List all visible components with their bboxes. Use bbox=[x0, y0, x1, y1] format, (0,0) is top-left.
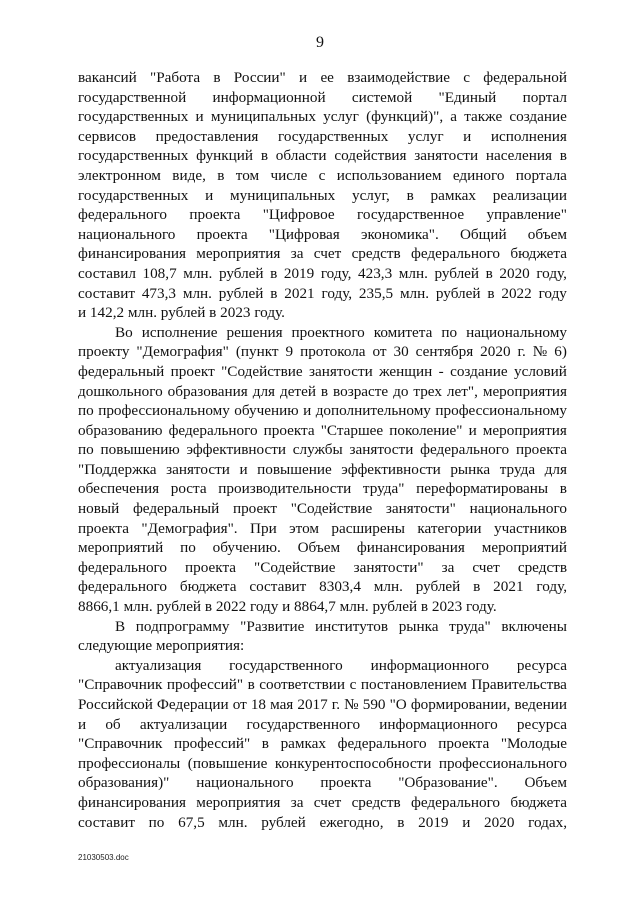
text-line: и об актуализации государственного информационного ресурса bbox=[78, 715, 567, 733]
text-line: новый федеральный проект "Содействие занятости" национального bbox=[78, 500, 567, 518]
text-line: финансирования мероприятия за счет средств федерального бюджета bbox=[78, 245, 567, 263]
paragraph bbox=[78, 323, 567, 617]
text-line: актуализация государственного информационного ресурса bbox=[115, 656, 567, 674]
text-line: государственных функций в области содействия занятости населения в bbox=[78, 147, 567, 165]
text-line: проекта "Демография". При этом расширены категории участников bbox=[78, 519, 567, 537]
text-line: обеспечения роста производительности труда" переформатированы в bbox=[78, 480, 567, 498]
page-number: 9 bbox=[316, 34, 324, 51]
text-line: "Справочник профессий" в рамках федерального проекта "Молодые bbox=[78, 735, 567, 753]
text-line: электронном виде, в том числе с использованием единого портала bbox=[78, 166, 567, 184]
text-line: образованию федерального проекта "Старшее поколение" и мероприятия bbox=[78, 421, 567, 439]
paragraph bbox=[78, 617, 567, 656]
text-line: Российской Федерации от 18 мая 2017 г. № 590 "О формировании, ведении bbox=[78, 696, 567, 713]
text-line: федерального проекта "Цифровое государственное управление" bbox=[78, 206, 567, 224]
text-line: "Поддержка занятости и повышение эффективности рынка труда для bbox=[78, 460, 567, 478]
text-line: Во исполнение решения проектного комитета по национальному bbox=[115, 323, 567, 341]
text-line: составит 473,3 млн. рублей в 2021 году, 235,5 млн. рублей в 2022 году bbox=[78, 284, 567, 302]
text-line: государственных и муниципальных услуг (функций)", а также создание bbox=[78, 108, 567, 126]
text-line: составил 108,7 млн. рублей в 2019 году, 423,3 млн. рублей в 2020 году, bbox=[78, 264, 567, 282]
text-line: сервисов предоставления государственных услуг и исполнения bbox=[78, 127, 567, 145]
footer-file-code: 21030503.doc bbox=[78, 853, 129, 862]
text-line: по профессиональному обучению и дополнительному профессиональному bbox=[78, 402, 567, 420]
text-line: следующие мероприятия: bbox=[78, 637, 245, 655]
text-line: федерального проекта "Содействие занятости" за счет средств bbox=[78, 558, 567, 576]
text-line: национального проекта "Цифровая экономика". Общий объем bbox=[78, 225, 567, 243]
paragraph bbox=[78, 656, 567, 832]
text-line: финансирования мероприятия за счет средств федерального бюджета bbox=[78, 793, 567, 811]
text-line: дошкольного образования для детей в возрасте до трех лет", мероприятия bbox=[78, 382, 567, 400]
text-line: федеральный проект "Содействие занятости женщин - создание условий bbox=[78, 362, 567, 380]
text-line: составит по 67,5 млн. рублей ежегодно, в 2019 и 2020 годах, bbox=[78, 813, 567, 831]
text-line: мероприятий по обучению. Объем финансирования мероприятий bbox=[78, 539, 567, 557]
text-line: образования)" национального проекта "Образование". Объем bbox=[78, 774, 567, 792]
text-line: профессионалы (повышение конкурентоспособности профессионального bbox=[78, 754, 567, 772]
document-body bbox=[78, 68, 567, 832]
text-line: государственных и муниципальных услуг, в рамках реализации bbox=[78, 186, 567, 204]
text-line: по повышению эффективности службы занятости федерального проекта bbox=[78, 441, 567, 459]
text-line: 8866,1 млн. рублей в 2022 году и 8864,7 млн. рублей в 2023 году. bbox=[78, 598, 497, 616]
text-line: "Справочник профессий" в соответствии с постановлением Правительства bbox=[78, 676, 567, 694]
text-line: проекту "Демография" (пункт 9 протокола от 30 сентября 2020 г. № 6) bbox=[78, 343, 567, 361]
text-line: вакансий "Работа в России" и ее взаимодействие с федеральной bbox=[78, 69, 567, 86]
paragraph bbox=[78, 68, 567, 323]
text-line: В подпрограмму "Развитие институтов рынка труда" включены bbox=[115, 617, 567, 635]
text-line: федерального бюджета составит 8303,4 млн. рублей в 2021 году, bbox=[78, 578, 567, 596]
text-line: и 142,2 млн. рублей в 2023 году. bbox=[78, 304, 285, 322]
text-line: государственной информационной системой "Единый портал bbox=[78, 88, 567, 106]
